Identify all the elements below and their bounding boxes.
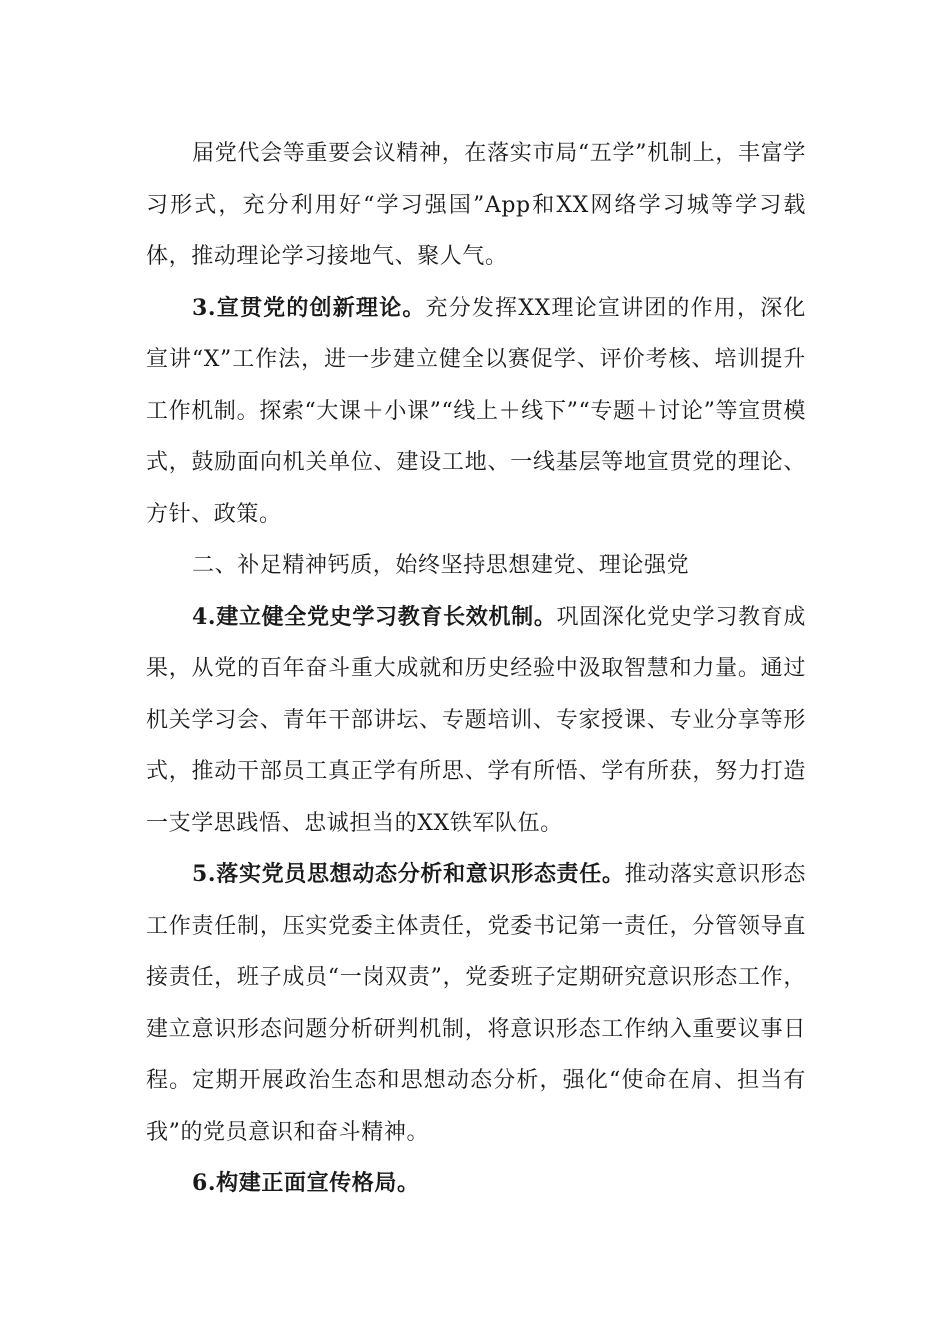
paragraph-text: 巩固深化党史学习教育成果，从党的百年奋斗重大成就和历史经验中汲取智慧和力量。通过机关学习会、青年干部讲坛、专题培训、专家授课、专业分享等形式，推动干部员工真正学有所思、学有所悟、学有所获，努力打造一支学思践悟、忠诚担当的XX铁军队伍。	[146, 604, 807, 836]
paragraph-text: 推动落实意识形态工作责任制，压实党委主体责任，党委书记第一责任，分管领导直接责任，班子成员“一岗双责”，党委班子定期研究意识形态工作，建立意识形态问题分析研判机制，将意识形态工作纳入重要议事日程。定期开展政治生态和思想动态分析，强化“使命在肩、担当有我”的党员意识和奋斗精神。	[146, 862, 806, 1145]
paragraph-heading: 4.建立健全党史学习教育长效机制。	[192, 603, 557, 630]
paragraph-heading: 3.宣贯党的创新理论。	[192, 294, 426, 321]
paragraph-heading: 5.落实党员思想动态分析和意识形态责任。	[192, 861, 625, 887]
paragraph-text: 届党代会等重要会议精神，在落实市局“五学”机制上，丰富学习形式，充分利用好“学习强国”App和XX网络学习城等学习载体，推动理论学习接地气、聚人气。	[146, 141, 806, 269]
document-body	[146, 128, 806, 1210]
paragraph-heading: 6.构建正面宣传格局。	[192, 1170, 420, 1196]
paragraph-item-4	[146, 592, 806, 850]
paragraph-text: 二、补足精神钙质，始终坚持思想建党、理论强党	[192, 553, 690, 578]
paragraph-item-6	[146, 1158, 806, 1210]
paragraph-item-3	[146, 283, 806, 541]
section-heading-2	[146, 540, 806, 592]
paragraph-continuation	[146, 128, 806, 283]
paragraph-text: 充分发挥XX理论宣讲团的作用，深化宣讲“X”工作法，进一步建立健全以赛促学、评价考核、培训提升工作机制。探索“大课＋小课”“线上＋线下”“专题＋讨论”等宣贯模式，鼓励面向机关单位、建设工地、一线基层等地宣贯党的理论、方针、政策。	[146, 295, 806, 527]
paragraph-item-5	[146, 849, 806, 1158]
